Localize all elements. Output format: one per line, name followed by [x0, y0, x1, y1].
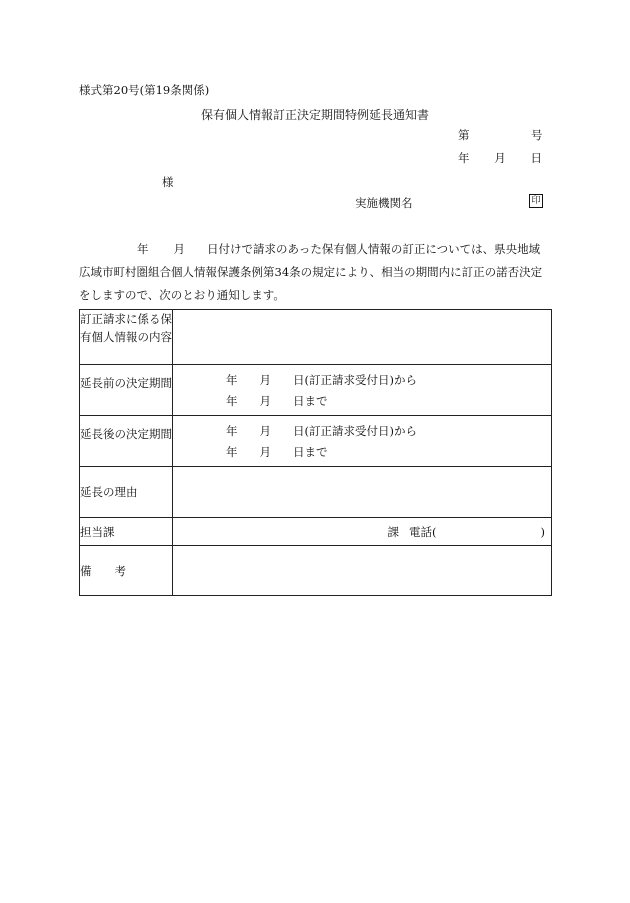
notice-line-2: 広域市町村圏組合個人情報保護条例第34条の規定により、相当の期間内に訂正の諾否決定: [79, 265, 543, 279]
issue-date: [458, 150, 542, 166]
period-after-from: [173, 421, 551, 442]
date-month: 月: [494, 151, 506, 165]
reference-prefix: 第: [458, 128, 470, 142]
year-label: 年: [226, 394, 238, 408]
notice-table: [79, 309, 552, 596]
addressee-suffix: 様: [162, 175, 174, 189]
date-day: 日: [530, 151, 542, 165]
agency-label: 実施機関名: [355, 196, 413, 210]
row-period-after: [80, 416, 552, 467]
notice-line-1: [79, 238, 553, 261]
value-department[interactable]: [173, 518, 552, 546]
row-department: [80, 518, 552, 546]
department-contact: [173, 518, 551, 545]
year-label: 年: [226, 424, 238, 438]
form-number: 様式第20号(第19条関係): [79, 83, 210, 97]
label-period-before: 延長前の決定期間: [80, 365, 173, 416]
date-year: 年: [458, 151, 470, 165]
notice-line-1-text: 日付けで請求のあった保有個人情報の訂正については、県央地域: [207, 242, 541, 256]
until-label: 日まで: [293, 394, 328, 408]
notice-line-3: をしますので、次のとおり通知します。: [79, 288, 285, 302]
year-label: 年: [226, 445, 238, 459]
label-remarks: 備 考: [80, 546, 173, 596]
notice-body: [79, 238, 553, 307]
row-content: [80, 310, 552, 365]
notice-year: 年: [137, 242, 149, 256]
document-title: 保有個人情報訂正決定期間特例延長通知書: [200, 108, 429, 122]
month-label: 月: [259, 394, 271, 408]
value-period-after[interactable]: [173, 416, 552, 467]
month-label: 月: [259, 424, 271, 438]
label-department: 担当課: [80, 518, 173, 546]
value-period-before[interactable]: [173, 365, 552, 416]
row-reason: [80, 467, 552, 518]
year-label: 年: [226, 373, 238, 387]
from-label: 日(訂正請求受付日)から: [293, 424, 417, 438]
label-period-after: 延長後の決定期間: [80, 416, 173, 467]
value-reason[interactable]: [173, 467, 552, 518]
month-label: 月: [259, 445, 271, 459]
month-label: 月: [259, 373, 271, 387]
seal-mark: 印: [529, 194, 543, 208]
row-remarks: [80, 546, 552, 596]
value-remarks[interactable]: [173, 546, 552, 596]
notice-month: 月: [173, 242, 185, 256]
period-before-from: [173, 370, 551, 391]
from-label: 日(訂正請求受付日)から: [293, 373, 417, 387]
row-period-before: [80, 365, 552, 416]
value-content[interactable]: [173, 310, 552, 365]
phone-close: ): [540, 524, 545, 539]
until-label: 日まで: [293, 445, 328, 459]
phone-label: 電話(: [409, 524, 437, 539]
period-before-until: [173, 391, 551, 412]
reference-suffix: 号: [531, 128, 543, 142]
period-after-until: [173, 442, 551, 463]
label-reason: 延長の理由: [80, 467, 173, 518]
label-content: 訂正請求に係る保有個人情報の内容: [80, 310, 173, 365]
section-suffix: 課: [387, 524, 399, 539]
